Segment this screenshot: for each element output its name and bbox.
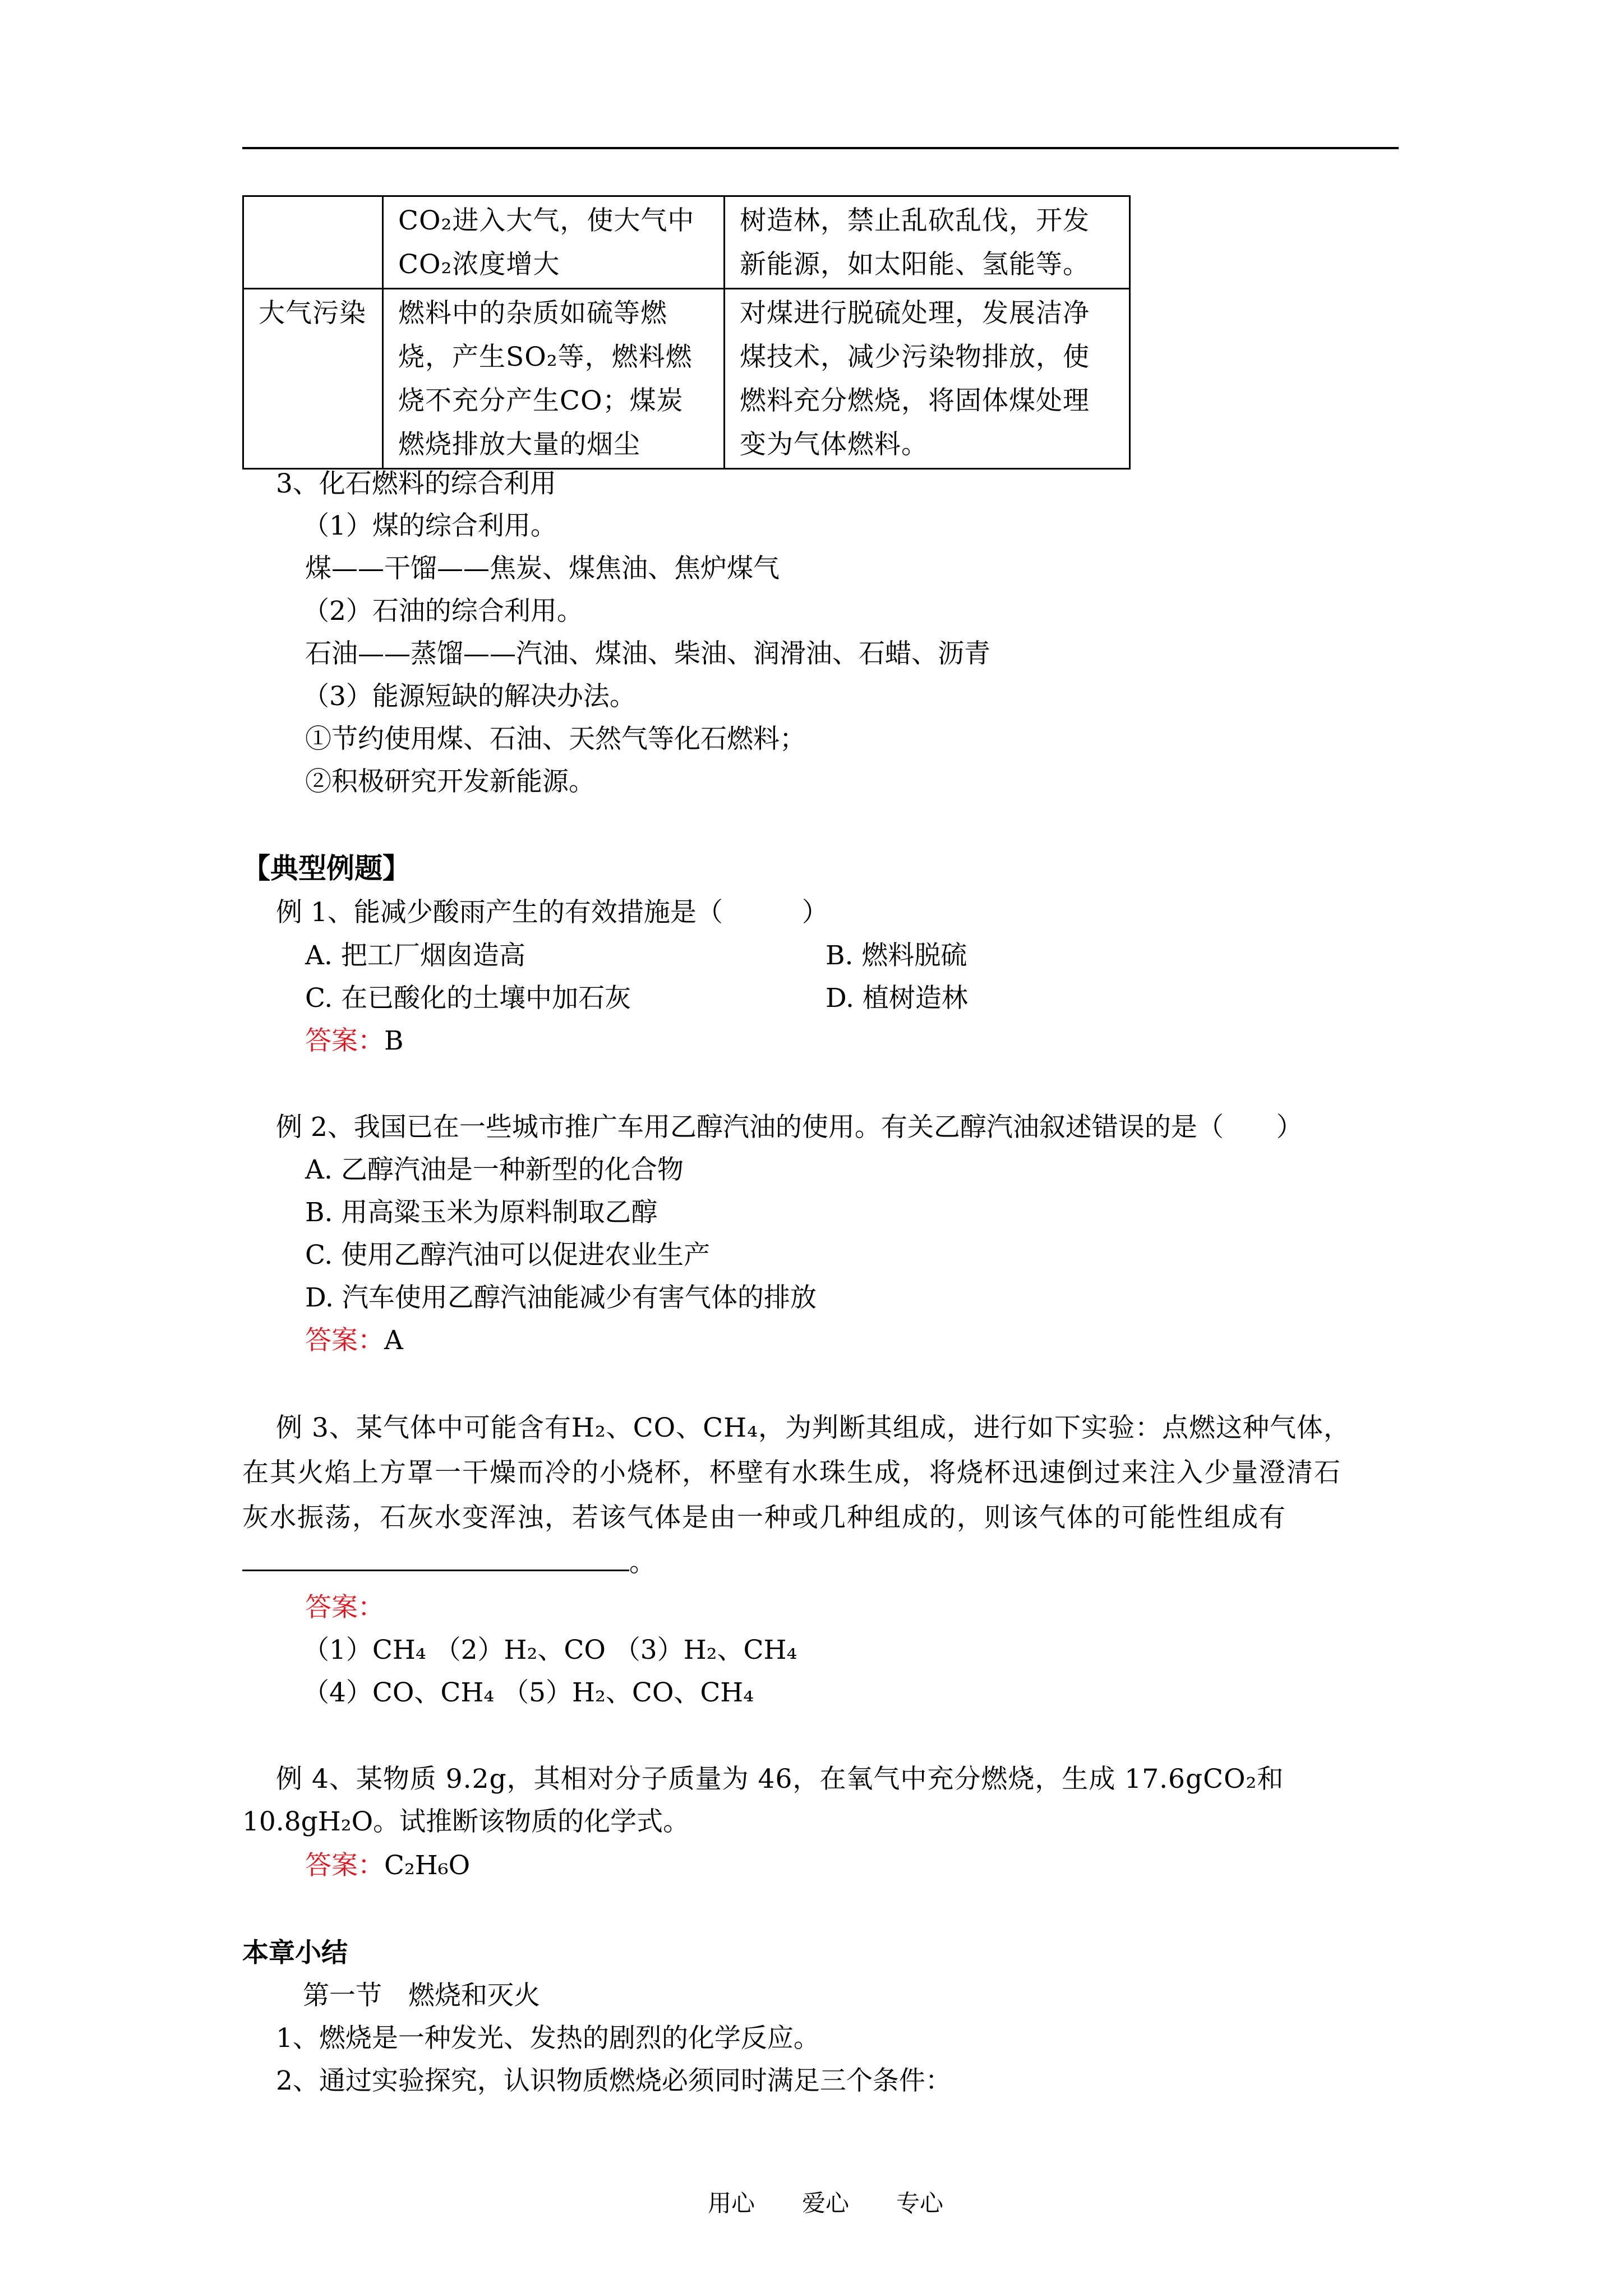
- ex2-option-c: C. 使用乙醇汽油可以促进农业生产: [305, 1240, 711, 1271]
- ex3-line-3: 灰水振荡，石灰水变浑浊，若该气体是由一种或几种组成的，则该气体的可能性组成有: [242, 1502, 1287, 1533]
- solution-2: ②积极研究开发新能源。: [305, 766, 595, 797]
- environment-table: [242, 195, 1131, 470]
- header-rule: [242, 147, 1399, 149]
- summary-section-1: 第一节 燃烧和灭火: [303, 1980, 540, 2011]
- ex3-line-4: 。: [242, 1546, 656, 1580]
- ex4-line-1: 例 4、某物质 9.2g，其相对分子质量为 46，在氧气中充分燃烧，生成 17.6gCO₂和: [276, 1764, 1284, 1795]
- summary-heading: 本章小结: [242, 1938, 348, 1968]
- coal-line: 煤——干馏——焦炭、煤焦油、焦炉煤气: [305, 553, 780, 584]
- ex3-line-1: 例 3、某气体中可能含有H₂、CO、CH₄，为判断其组成，进行如下实验：点燃这种气体，: [276, 1412, 1350, 1443]
- table-cell-category: [243, 196, 383, 289]
- table-row: [243, 196, 1130, 289]
- ex4-line-2: 10.8gH₂O。试推断该物质的化学式。: [242, 1806, 690, 1837]
- ex2-option-b: B. 用高粱玉米为原料制取乙醇: [305, 1197, 658, 1228]
- page-footer: 用心 爱心 专心: [708, 2189, 944, 2217]
- ex1-answer: [305, 1024, 404, 1058]
- answer-blank: [242, 1547, 629, 1571]
- summary-point-1: 1、燃烧是一种发光、发热的剧烈的化学反应。: [276, 2023, 820, 2054]
- ex2-question: 例 2、我国已在一些城市推广车用乙醇汽油的使用。有关乙醇汽油叙述错误的是（ ）: [276, 1112, 1303, 1143]
- ex1-option-a: A. 把工厂烟囱造高: [305, 940, 525, 971]
- solution-1: ①节约使用煤、石油、天然气等化石燃料；: [305, 724, 806, 754]
- ex2-answer: [305, 1324, 403, 1358]
- oil-title: （2）石油的综合利用。: [303, 596, 583, 627]
- ex1-option-d: D. 植树造林: [826, 983, 968, 1014]
- summary-point-2: 2、通过实验探究，认识物质燃烧必须同时满足三个条件：: [276, 2065, 952, 2096]
- ex3-line-2: 在其火焰上方罩一干燥而冷的小烧杯，杯壁有水珠生成，将烧杯迅速倒过来注入少量澄清石: [242, 1457, 1341, 1488]
- ex3-answer-2: （4）CO、CH₄ （5）H₂、CO、CH₄: [303, 1677, 754, 1708]
- table-row: [243, 289, 1130, 469]
- table-cell-measures: 树造林，禁止乱砍乱伐，开发 新能源，如太阳能、氢能等。: [725, 196, 1130, 289]
- section3-heading: 3、化石燃料的综合利用: [276, 468, 556, 499]
- ex3-answer-label: 答案：: [305, 1592, 384, 1623]
- answer-label: 答案：: [305, 1025, 384, 1056]
- shortage-title: （3）能源短缺的解决办法。: [303, 681, 636, 712]
- table-cell-category: 大气污染: [243, 289, 383, 469]
- ex1-option-c: C. 在已酸化的土壤中加石灰: [305, 983, 631, 1014]
- ex2-option-d: D. 汽车使用乙醇汽油能减少有害气体的排放: [305, 1282, 817, 1313]
- ex2-option-a: A. 乙醇汽油是一种新型的化合物: [305, 1154, 684, 1185]
- answer-label: 答案：: [305, 1850, 384, 1881]
- coal-title: （1）煤的综合利用。: [303, 510, 557, 541]
- examples-heading: 【典型例题】: [242, 852, 411, 885]
- answer-label: 答案：: [305, 1325, 384, 1356]
- ex4-answer: [305, 1849, 470, 1883]
- ex3-answer-1: （1）CH₄ （2）H₂、CO （3）H₂、CH₄: [303, 1635, 797, 1665]
- ex1-answer-value: B: [384, 1025, 404, 1056]
- table-cell-cause: 燃料中的杂质如硫等燃 烧，产生SO₂等，燃料燃 烧不充分产生CO；煤炭 燃烧排放大量的烟尘: [383, 289, 725, 469]
- table-cell-measures: 对煤进行脱硫处理，发展洁净 煤技术，减少污染物排放，使 燃料充分燃烧，将固体煤处理 变为气体燃料。: [725, 289, 1130, 469]
- table-cell-cause: CO₂进入大气，使大气中 CO₂浓度增大: [383, 196, 725, 289]
- ex1-option-b: B. 燃料脱硫: [826, 940, 967, 971]
- oil-line: 石油——蒸馏——汽油、煤油、柴油、润滑油、石蜡、沥青: [305, 638, 990, 669]
- ex1-question: 例 1、能减少酸雨产生的有效措施是（ ）: [276, 897, 828, 928]
- ex4-answer-value: C₂H₆O: [384, 1850, 471, 1881]
- ex2-answer-value: A: [384, 1325, 403, 1356]
